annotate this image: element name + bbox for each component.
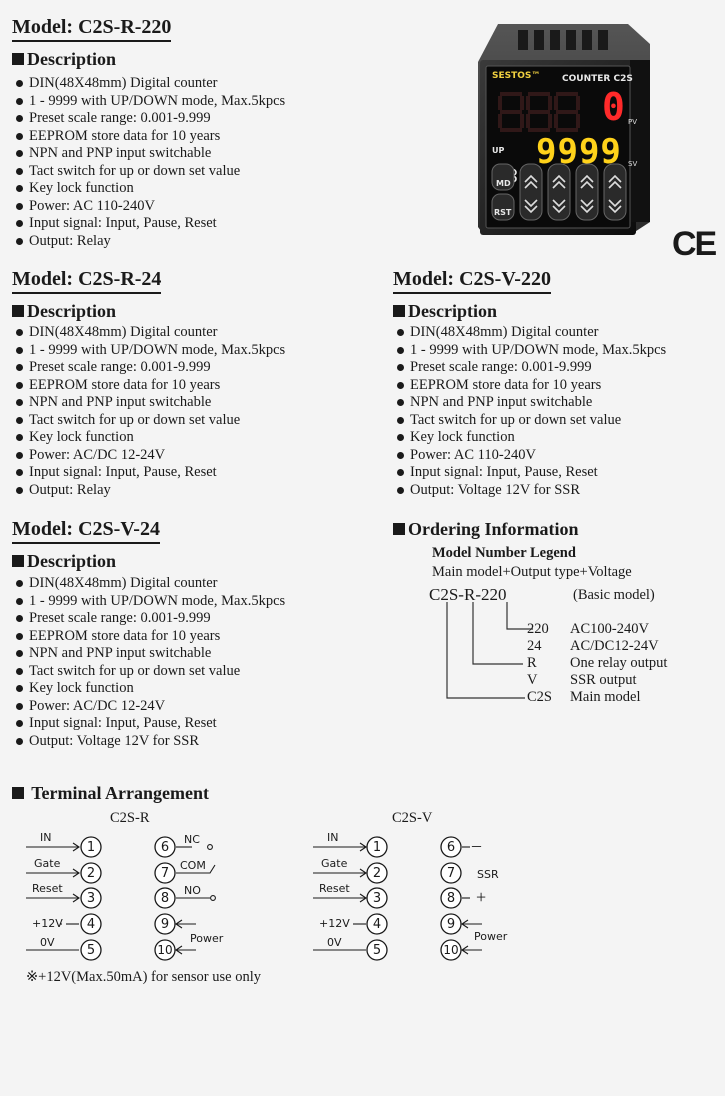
ssr-label: SSR [477,868,499,881]
contact-label-nc: NC [184,833,200,846]
list-item: Output: Relay [12,233,285,251]
model-title: Model: C2S-V-24 [12,518,160,544]
square-bullet-icon [393,305,405,317]
description-heading: Description [12,551,116,571]
terminal-label-reset: Reset [319,882,350,895]
legend-desc: One relay output [570,655,668,671]
terminal-number: 3 [86,891,96,906]
description-heading: Description [393,301,497,321]
pv-digit: 0 [602,85,625,129]
list-item: Tact switch for up or down set value [12,412,285,430]
list-item: 1 - 9999 with UP/DOWN mode, Max.5kpcs [393,342,666,360]
list-item: Tact switch for up or down set value [12,163,285,181]
list-item: Key lock function [12,680,285,698]
terminal-label-in: IN [40,831,52,844]
list-item: NPN and PNP input switchable [12,145,285,163]
list-item: NPN and PNP input switchable [393,394,666,412]
brand-label: SESTOS™ [492,71,541,81]
code-part: R [463,585,476,604]
terminal-label-gate: Gate [321,857,348,870]
terminal-number: 8 [446,891,456,906]
terminal-label-12v: +12V [32,917,63,930]
model-title: Model: C2S-R-220 [12,16,171,42]
feature-list [12,75,285,250]
ordering-heading: Ordering Information [393,519,579,539]
square-bullet-icon [12,787,24,799]
list-item: Preset scale range: 0.001-9.999 [12,110,285,128]
list-item: EEPROM store data for 10 years [393,377,666,395]
contact-label-no: NO [184,884,201,897]
terminal-number: 5 [372,943,382,958]
sv-tag: SV [628,160,638,168]
md-key: MD [496,179,511,188]
terminal-number: 9 [160,917,170,932]
list-item: Output: Voltage 12V for SSR [12,733,285,751]
terminal-number: 9 [446,917,456,932]
list-item: EEPROM store data for 10 years [12,377,285,395]
ce-mark: CE [672,225,716,263]
terminal-number: 1 [372,840,382,855]
terminal-number: 10 [443,943,459,957]
list-item: Output: Voltage 12V for SSR [393,482,666,500]
list-item: Input signal: Input, Pause, Reset [12,215,285,233]
code-part: - [458,585,464,604]
terminal-number: 4 [372,917,382,932]
c2s-r-title: C2S-R [110,810,150,826]
power-label: Power [474,930,508,943]
list-item: Input signal: Input, Pause, Reset [393,464,666,482]
ssr-minus-label: – [472,835,481,855]
legend-code: 220 [527,621,549,637]
list-item: EEPROM store data for 10 years [12,628,285,646]
legend-desc: Main model [570,689,641,705]
counter-device-image [478,22,653,237]
terminal-label-reset: Reset [32,882,63,895]
power-label: Power [190,932,224,945]
terminal-number: 10 [157,943,173,957]
legend-code: V [527,672,538,688]
model-title: Model: C2S-R-24 [12,268,161,294]
list-item: DIN(48X48mm) Digital counter [12,75,285,93]
legend-code: 24 [527,638,542,654]
feature-list [393,324,666,499]
list-item: Power: AC 110-240V [12,198,285,216]
list-item: NPN and PNP input switchable [12,645,285,663]
code-part: C2S [429,585,459,604]
terminal-wiring [0,820,725,970]
terminal-heading: Terminal Arrangement [12,783,209,803]
description-heading: Description [12,301,116,321]
terminal-number: 6 [446,840,456,855]
rst-key: RST [494,208,512,217]
legend-formula: Main model+Output type+Voltage [432,564,632,580]
terminal-label-0v: 0V [327,936,342,949]
list-item: 1 - 9999 with UP/DOWN mode, Max.5kpcs [12,93,285,111]
list-item: Tact switch for up or down set value [393,412,666,430]
terminal-number: 8 [160,891,170,906]
feature-list [12,324,285,499]
description-heading: Description [12,49,116,69]
list-item: 1 - 9999 with UP/DOWN mode, Max.5kpcs [12,593,285,611]
legend-desc: AC100-240V [570,621,649,637]
legend-desc: AC/DC12-24V [570,638,659,654]
terminal-number: 1 [86,840,96,855]
list-item: Power: AC/DC 12-24V [12,698,285,716]
sv-display: 9999 [536,132,622,172]
list-item: Tact switch for up or down set value [12,663,285,681]
list-item: Preset scale range: 0.001-9.999 [393,359,666,377]
terminal-number: 7 [160,866,170,881]
terminal-label-gate: Gate [34,857,61,870]
basic-model-note: (Basic model) [573,587,655,603]
square-bullet-icon [12,555,24,567]
list-item: DIN(48X48mm) Digital counter [393,324,666,342]
terminal-label-in: IN [327,831,339,844]
list-item: Output: Relay [12,482,285,500]
pv-tag: PV [628,118,638,126]
sensor-note: ※+12V(Max.50mA) for sensor use only [26,969,261,985]
terminal-number: 5 [86,943,96,958]
list-item: 1 - 9999 with UP/DOWN mode, Max.5kpcs [12,342,285,360]
terminal-label-12v: +12V [319,917,350,930]
list-item: Power: AC 110-240V [393,447,666,465]
legend-title: Model Number Legend [432,545,576,561]
list-item: DIN(48X48mm) Digital counter [12,575,285,593]
code-part: - [475,585,481,604]
legend-code: R [527,655,537,671]
list-item: Preset scale range: 0.001-9.999 [12,359,285,377]
terminal-number: 2 [86,866,96,881]
list-item: Preset scale range: 0.001-9.999 [12,610,285,628]
list-item: Key lock function [12,180,285,198]
terminal-number: 4 [86,917,96,932]
terminal-number: 7 [446,866,456,881]
legend-desc: SSR output [570,672,637,688]
code-part: 220 [480,585,507,604]
terminal-number: 2 [372,866,382,881]
list-item: Key lock function [12,429,285,447]
counter-label: COUNTER C2S [562,74,633,84]
feature-list [12,575,285,750]
list-item: Key lock function [393,429,666,447]
list-item: NPN and PNP input switchable [12,394,285,412]
square-bullet-icon [12,305,24,317]
c2s-v-title: C2S-V [392,810,433,826]
model-title: Model: C2S-V-220 [393,268,551,294]
terminal-number: 3 [372,891,382,906]
list-item: DIN(48X48mm) Digital counter [12,324,285,342]
contact-label-com: COM [180,859,206,872]
terminal-number: 6 [160,840,170,855]
ssr-plus-label: + [476,887,487,907]
square-bullet-icon [393,523,405,535]
square-bullet-icon [12,53,24,65]
legend-code: C2S [527,689,552,705]
up-indicator: UP [492,146,505,155]
list-item: Power: AC/DC 12-24V [12,447,285,465]
list-item: Input signal: Input, Pause, Reset [12,464,285,482]
terminal-label-0v: 0V [40,936,55,949]
list-item: EEPROM store data for 10 years [12,128,285,146]
list-item: Input signal: Input, Pause, Reset [12,715,285,733]
